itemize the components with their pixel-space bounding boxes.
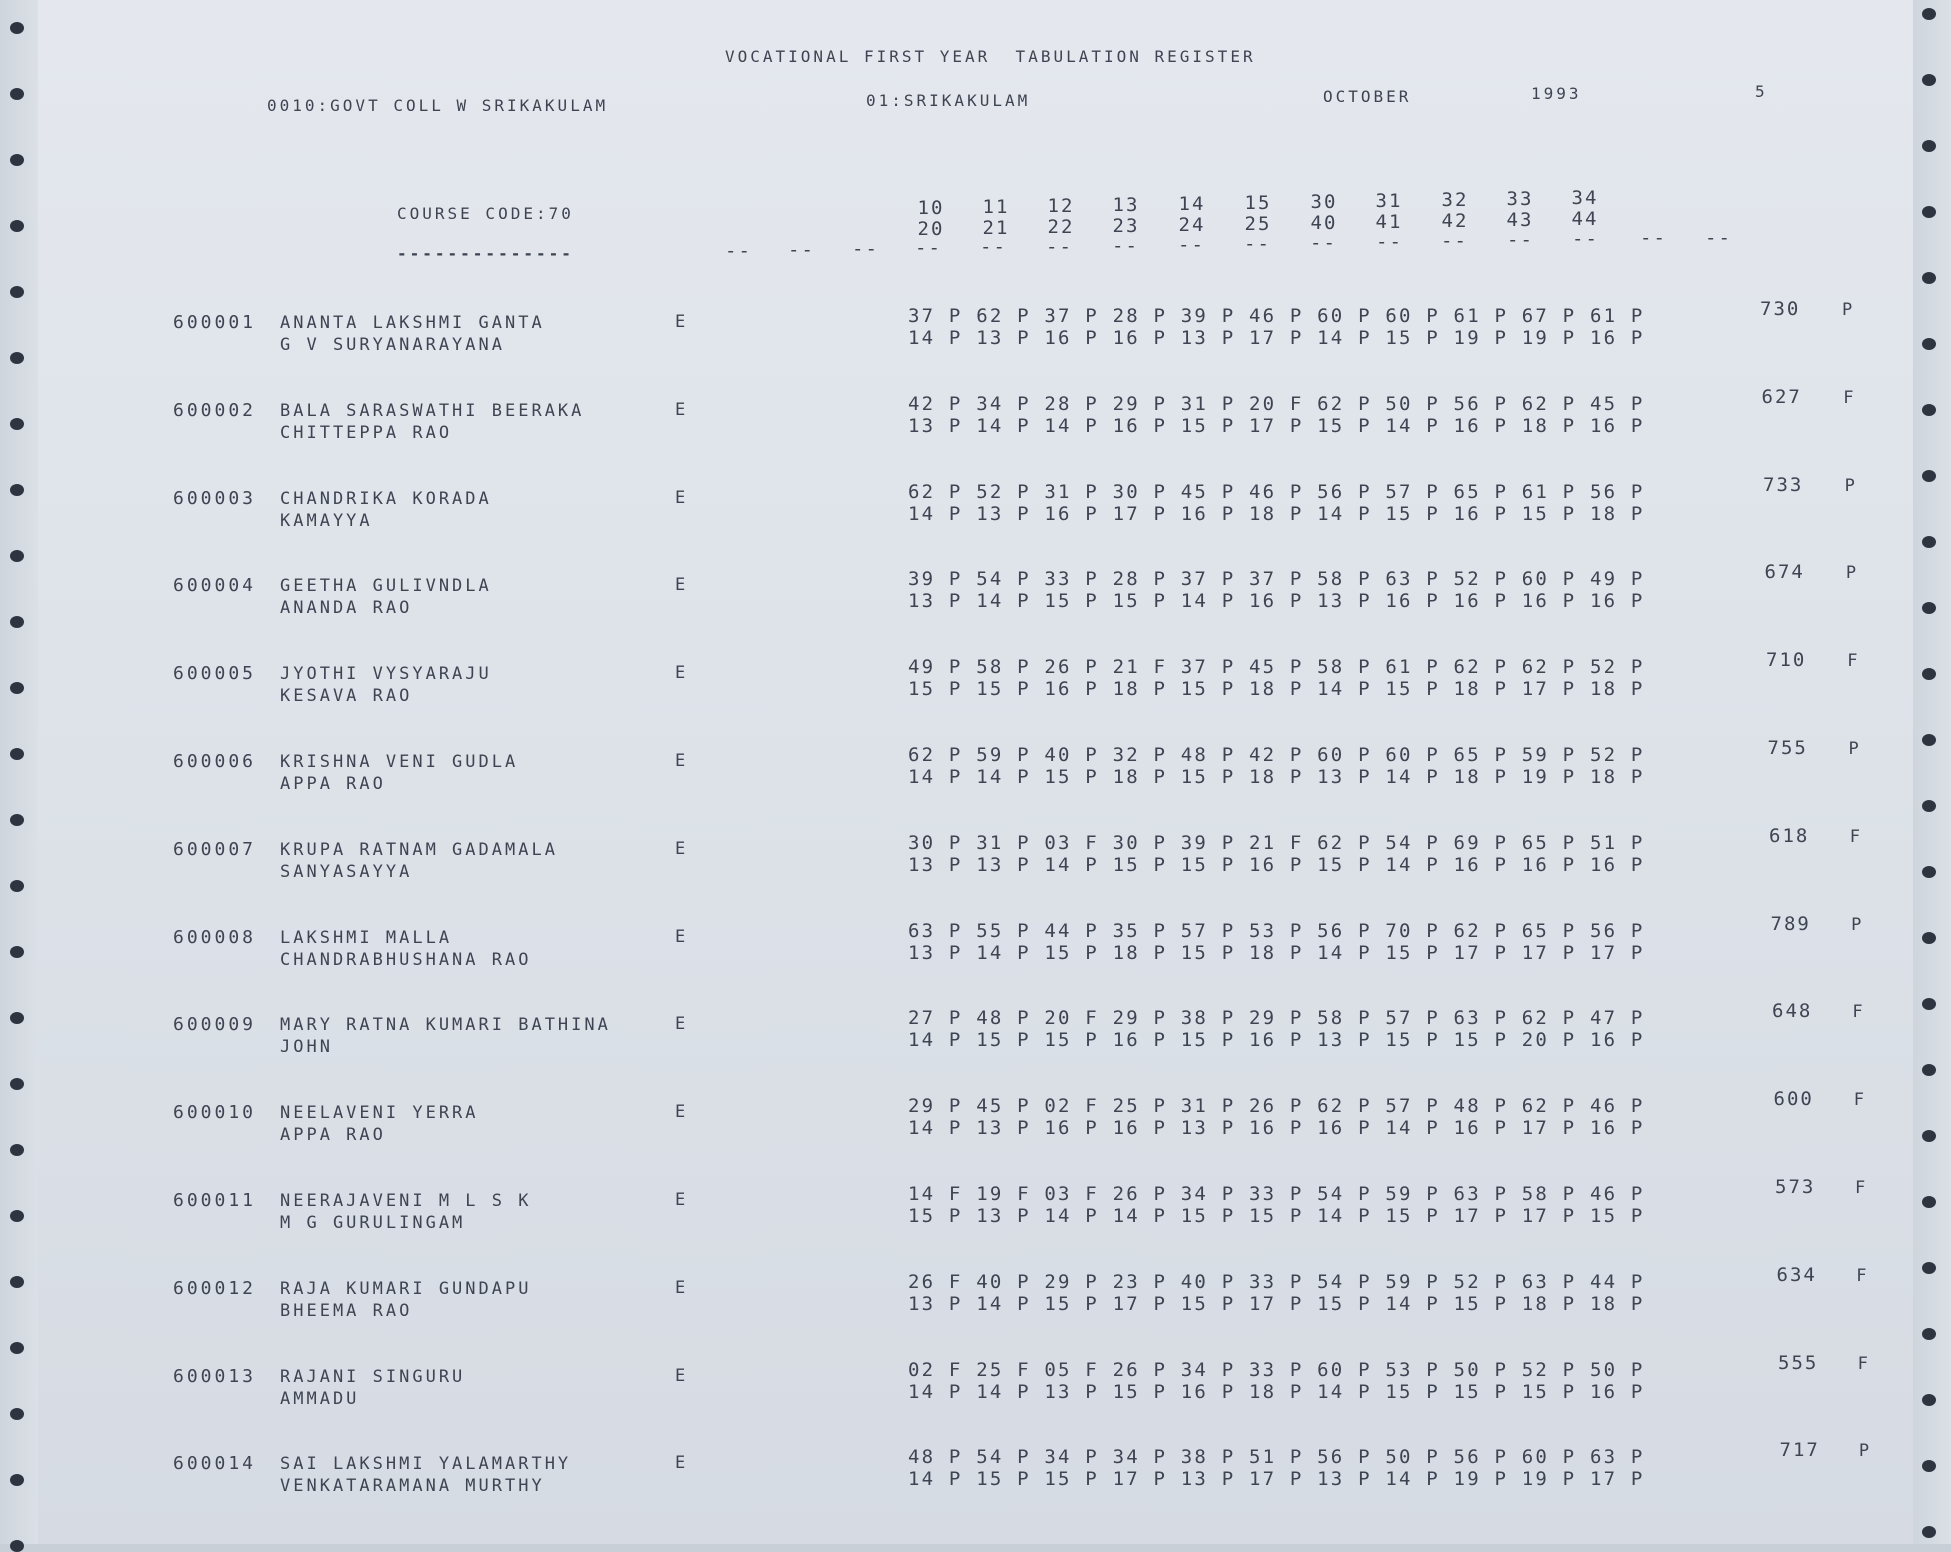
hall-ticket-number: 600006 <box>173 751 257 772</box>
guardian-name: KESAVA RAO <box>280 686 413 707</box>
district-name: 01:SRIKAKULAM <box>866 91 1031 110</box>
result-status: P <box>1845 563 1857 584</box>
medium: E <box>675 838 689 859</box>
guardian-name: CHITTEPPA RAO <box>280 422 453 443</box>
feed-hole <box>10 1210 24 1222</box>
subject-code-bottom: 25 <box>1244 213 1272 235</box>
hall-ticket-number: 600007 <box>173 838 257 860</box>
marks-part2: 15 P 13 P 14 P 14 P 15 P 15 P 14 P 15 P 17 P 17 P 15 P <box>908 1205 1645 1227</box>
guardian-name: SANYASAYYA <box>280 861 413 882</box>
subject-code-column <box>1302 192 1346 234</box>
medium: E <box>675 1102 689 1123</box>
marks-part2: 14 P 13 P 16 P 16 P 13 P 16 P 16 P 14 P 16 P 17 P 16 P <box>908 1117 1645 1140</box>
student-name: CHANDRIKA KORADA <box>280 488 492 509</box>
student-name: JYOTHI VYSYARAJU <box>280 664 492 685</box>
feed-hole <box>10 1408 24 1420</box>
marks-part1: 29 P 45 P 02 F 25 P 31 P 26 P 62 P 57 P 48 P 62 P 46 P <box>908 1095 1645 1118</box>
feed-hole <box>10 550 24 562</box>
grand-total: 648 <box>1772 1000 1813 1023</box>
student-name: MARY RATNA KUMARI BATHINA <box>280 1015 611 1036</box>
subject-code-top: 30 <box>1310 191 1338 213</box>
subject-code-column <box>1563 188 1607 230</box>
subject-code-bottom: 40 <box>1310 212 1338 234</box>
marks-part2: 13 P 14 P 14 P 16 P 15 P 17 P 15 P 14 P 16 P 18 P 16 P <box>908 414 1645 437</box>
course-code: COURSE CODE:70 <box>397 204 574 223</box>
subject-code-bottom: 23 <box>1112 215 1140 237</box>
hall-ticket-number: 600012 <box>173 1277 257 1299</box>
grand-total: 717 <box>1779 1439 1820 1462</box>
student-name: NEERAJAVENI M L S K <box>280 1191 532 1211</box>
result-status: P <box>1851 914 1862 935</box>
feed-hole <box>10 352 24 364</box>
marks-part2: 14 P 15 P 15 P 17 P 13 P 17 P 13 P 14 P 19 P 19 P 17 P <box>908 1468 1645 1491</box>
subject-code-top: 14 <box>1178 193 1206 215</box>
feed-hole <box>1922 1328 1936 1340</box>
medium: E <box>675 312 689 332</box>
result-status: F <box>1853 1090 1864 1111</box>
marks-part1: 62 P 59 P 40 P 32 P 48 P 42 P 60 P 60 P 65 P 59 P 52 P <box>908 744 1645 766</box>
marks-part1: 39 P 54 P 33 P 28 P 37 P 37 P 58 P 63 P 52 P 60 P 49 P <box>908 568 1645 591</box>
student-name: NEELAVENI YERRA <box>280 1103 479 1124</box>
hall-ticket-number: 600014 <box>173 1453 257 1475</box>
marks-part1: 37 P 62 P 37 P 28 P 39 P 46 P 60 P 60 P 61 P 67 P 61 P <box>908 305 1645 327</box>
marks-part1: 26 F 40 P 29 P 23 P 40 P 33 P 54 P 59 P 52 P 63 P 44 P <box>908 1270 1645 1293</box>
guardian-name: M G GURULINGAM <box>280 1213 466 1233</box>
result-status: F <box>1843 387 1854 408</box>
subject-code-top: 34 <box>1571 187 1599 209</box>
marks-part2: 15 P 15 P 16 P 18 P 15 P 18 P 14 P 15 P 18 P 17 P 18 P <box>908 678 1645 701</box>
medium: E <box>675 1190 689 1210</box>
column-separator-dash: -- <box>1244 232 1271 255</box>
grand-total: 730 <box>1760 298 1801 320</box>
subject-code-column <box>1433 190 1477 232</box>
medium: E <box>675 663 689 684</box>
exam-year: 1993 <box>1531 84 1582 103</box>
column-separator-dash: -- <box>1705 226 1732 249</box>
feed-hole <box>1922 602 1936 614</box>
hall-ticket-number: 600008 <box>173 926 257 948</box>
register-title: VOCATIONAL FIRST YEAR TABULATION REGISTER <box>725 47 1256 66</box>
feed-hole <box>10 1144 24 1156</box>
student-name: ANANTA LAKSHMI GANTA <box>280 313 545 333</box>
guardian-name: APPA RAO <box>280 1125 386 1146</box>
hall-ticket-number: 600013 <box>173 1365 257 1387</box>
marks-part2: 13 P 14 P 15 P 18 P 15 P 18 P 14 P 15 P 17 P 17 P 17 P <box>908 941 1645 964</box>
feed-hole <box>1922 1262 1936 1274</box>
column-separator-dash: -- <box>725 240 752 262</box>
course-code-underline: -------------- <box>397 244 574 263</box>
medium: E <box>675 487 689 508</box>
feed-hole <box>1922 272 1936 284</box>
guardian-name: AMMADU <box>280 1388 360 1409</box>
medium: E <box>675 926 689 947</box>
grand-total: 573 <box>1775 1176 1816 1198</box>
grand-total: 733 <box>1763 473 1804 496</box>
result-status: P <box>1842 300 1853 320</box>
marks-part2: 14 P 15 P 15 P 16 P 15 P 16 P 13 P 15 P 15 P 20 P 16 P <box>908 1029 1645 1052</box>
grand-total: 627 <box>1761 385 1802 408</box>
medium: E <box>675 1453 689 1474</box>
grand-total: 618 <box>1769 824 1810 847</box>
subject-code-column <box>1170 194 1214 236</box>
exam-month: OCTOBER <box>1323 87 1412 106</box>
page-number: 5 <box>1755 82 1768 101</box>
column-separator-dash: -- <box>980 236 1007 259</box>
result-status: F <box>1856 1265 1867 1286</box>
column-separator-dash: -- <box>788 239 815 262</box>
feed-hole <box>10 748 24 760</box>
column-separator-dash: -- <box>1046 235 1073 258</box>
feed-hole <box>1922 1130 1936 1142</box>
subject-code-top: 32 <box>1441 189 1469 211</box>
subject-code-bottom: 20 <box>917 218 945 240</box>
subject-code-bottom: 22 <box>1047 216 1075 238</box>
column-separator-dash: -- <box>1640 227 1667 250</box>
college-name: 0010:GOVT COLL W SRIKAKULAM <box>267 96 609 115</box>
subject-code-top: 12 <box>1047 195 1075 217</box>
medium: E <box>675 575 689 596</box>
subject-code-column <box>1104 195 1148 237</box>
medium: E <box>675 1014 689 1035</box>
marks-part2: 13 P 14 P 15 P 17 P 15 P 17 P 15 P 14 P 15 P 18 P 18 P <box>908 1292 1645 1315</box>
student-name: RAJANI SINGURU <box>280 1366 466 1387</box>
subject-code-bottom: 21 <box>982 217 1010 239</box>
subject-code-column <box>1039 196 1083 238</box>
feed-hole <box>1922 536 1936 548</box>
student-name: SAI LAKSHMI YALAMARTHY <box>280 1454 572 1475</box>
marks-part1: 48 P 54 P 34 P 34 P 38 P 51 P 56 P 50 P 56 P 60 P 63 P <box>908 1446 1645 1469</box>
feed-hole <box>1922 206 1936 218</box>
feed-hole <box>1922 8 1936 20</box>
guardian-name: ANANDA RAO <box>280 598 413 619</box>
medium: E <box>675 751 689 771</box>
feed-hole <box>10 88 24 100</box>
subject-code-bottom: 44 <box>1571 208 1599 230</box>
marks-part2: 14 P 14 P 15 P 18 P 15 P 18 P 13 P 14 P 18 P 19 P 18 P <box>908 766 1645 788</box>
column-separator-dash: -- <box>1112 234 1139 257</box>
grand-total: 789 <box>1770 912 1811 935</box>
feed-hole <box>1922 866 1936 878</box>
subject-code-top: 33 <box>1506 188 1534 210</box>
guardian-name: VENKATARAMANA MURTHY <box>280 1476 545 1497</box>
hall-ticket-number: 600010 <box>173 1102 257 1124</box>
marks-part2: 13 P 13 P 14 P 15 P 15 P 16 P 15 P 14 P 16 P 16 P 16 P <box>908 853 1645 876</box>
result-status: F <box>1847 651 1858 672</box>
feed-hole <box>1922 1526 1936 1538</box>
guardian-name: JOHN <box>280 1037 333 1058</box>
subject-code-column <box>1367 191 1411 233</box>
student-name: GEETHA GULIVNDLA <box>280 576 492 597</box>
feed-hole <box>1922 74 1936 86</box>
medium: E <box>675 1365 689 1386</box>
marks-part1: 30 P 31 P 03 F 30 P 39 P 21 F 62 P 54 P 69 P 65 P 51 P <box>908 831 1645 854</box>
subject-code-column <box>1236 193 1280 235</box>
marks-part1: 62 P 52 P 31 P 30 P 45 P 46 P 56 P 57 P 65 P 61 P 56 P <box>908 480 1645 503</box>
column-separator-dash: -- <box>1441 230 1468 253</box>
column-separator-dash: -- <box>852 238 879 261</box>
grand-total: 600 <box>1773 1088 1814 1111</box>
column-separator-dash: -- <box>915 237 942 260</box>
marks-part1: 27 P 48 P 20 F 29 P 38 P 29 P 58 P 57 P 63 P 62 P 47 P <box>908 1007 1645 1030</box>
feed-hole <box>1922 734 1936 746</box>
feed-hole <box>10 286 24 298</box>
feed-hole <box>10 1342 24 1354</box>
marks-part1: 14 F 19 F 03 F 26 P 34 P 33 P 54 P 59 P 63 P 58 P 46 P <box>908 1183 1645 1205</box>
feed-hole <box>1922 338 1936 350</box>
hall-ticket-number: 600003 <box>173 487 257 509</box>
guardian-name: KAMAYYA <box>280 510 373 531</box>
feed-hole <box>10 616 24 628</box>
feed-hole <box>10 1474 24 1486</box>
feed-hole <box>10 814 24 826</box>
result-status: F <box>1855 1178 1866 1198</box>
feed-hole <box>10 946 24 958</box>
feed-hole <box>1922 668 1936 680</box>
subject-code-column <box>974 197 1018 239</box>
feed-hole <box>1922 932 1936 944</box>
feed-hole <box>1922 470 1936 482</box>
student-name: RAJA KUMARI GUNDAPU <box>280 1278 532 1299</box>
feed-hole <box>10 682 24 694</box>
subject-code-column <box>1498 189 1542 231</box>
marks-part2: 14 P 13 P 16 P 17 P 16 P 18 P 14 P 15 P 16 P 15 P 18 P <box>908 502 1645 525</box>
result-status: P <box>1848 739 1859 759</box>
grand-total: 710 <box>1766 649 1807 672</box>
result-status: F <box>1852 1002 1863 1023</box>
guardian-name: G V SURYANARAYANA <box>280 335 505 355</box>
guardian-name: CHANDRABHUSHANA RAO <box>280 949 532 970</box>
feed-hole <box>10 1012 24 1024</box>
hall-ticket-number: 600005 <box>173 663 257 685</box>
feed-hole <box>1922 1064 1936 1076</box>
feed-hole <box>1922 140 1936 152</box>
right-feed-strip <box>1913 0 1951 1544</box>
student-name: LAKSHMI MALLA <box>280 927 453 948</box>
result-status: P <box>1844 475 1855 496</box>
hall-ticket-number: 600011 <box>173 1190 257 1211</box>
marks-part2: 13 P 14 P 15 P 15 P 14 P 16 P 13 P 16 P 16 P 16 P 16 P <box>908 590 1645 613</box>
student-name: BALA SARASWATHI BEERAKA <box>280 400 585 421</box>
feed-hole <box>10 418 24 430</box>
column-separator-dash: -- <box>1178 233 1205 256</box>
column-separator-dash: -- <box>1310 231 1337 254</box>
subject-code-bottom: 41 <box>1375 211 1403 233</box>
marks-part2: 14 P 13 P 16 P 16 P 13 P 17 P 14 P 15 P 19 P 19 P 16 P <box>908 327 1645 349</box>
feed-hole <box>1922 1394 1936 1406</box>
feed-hole <box>1922 1460 1936 1472</box>
hall-ticket-number: 600009 <box>173 1014 257 1036</box>
feed-hole <box>10 154 24 166</box>
guardian-name: BHEEMA RAO <box>280 1300 413 1321</box>
result-status: P <box>1858 1441 1870 1462</box>
marks-part1: 02 F 25 F 05 F 26 P 34 P 33 P 60 P 53 P 50 P 52 P 50 P <box>908 1358 1645 1381</box>
hall-ticket-number: 600002 <box>173 399 257 421</box>
feed-hole <box>1922 998 1936 1010</box>
student-name: KRUPA RATNAM GADAMALA <box>280 839 558 860</box>
grand-total: 555 <box>1778 1351 1819 1374</box>
feed-hole <box>10 484 24 496</box>
subject-code-top: 13 <box>1112 194 1140 216</box>
subject-code-bottom: 24 <box>1178 214 1206 236</box>
feed-hole <box>10 22 24 34</box>
result-status: F <box>1857 1353 1868 1374</box>
subject-code-top: 10 <box>917 197 945 219</box>
subject-code-top: 31 <box>1375 190 1403 212</box>
feed-hole <box>10 1078 24 1090</box>
medium: E <box>675 1277 689 1298</box>
grand-total: 634 <box>1776 1263 1817 1286</box>
student-name: KRISHNA VENI GUDLA <box>280 752 519 772</box>
marks-part1: 42 P 34 P 28 P 29 P 31 P 20 F 62 P 50 P 56 P 62 P 45 P <box>908 392 1645 415</box>
grand-total: 674 <box>1764 561 1805 584</box>
subject-code-bottom: 43 <box>1506 209 1534 231</box>
medium: E <box>675 399 689 420</box>
hall-ticket-number: 600004 <box>173 575 257 597</box>
subject-code-top: 11 <box>982 196 1010 218</box>
result-status: F <box>1849 826 1861 847</box>
feed-hole <box>1922 404 1936 416</box>
feed-hole <box>10 1540 24 1552</box>
subject-code-bottom: 42 <box>1441 210 1469 232</box>
subject-code-top: 15 <box>1244 192 1272 214</box>
column-separator-dash: -- <box>1376 231 1403 253</box>
marks-part1: 63 P 55 P 44 P 35 P 57 P 53 P 56 P 70 P 62 P 65 P 56 P <box>908 919 1645 942</box>
marks-part1: 49 P 58 P 26 P 21 F 37 P 45 P 58 P 61 P 62 P 62 P 52 P <box>908 656 1645 679</box>
marks-part2: 14 P 14 P 13 P 15 P 16 P 18 P 14 P 15 P 15 P 15 P 16 P <box>908 1380 1645 1403</box>
subject-code-column <box>909 198 953 240</box>
grand-total: 755 <box>1767 737 1808 759</box>
feed-hole <box>1922 800 1936 812</box>
feed-hole <box>1922 1196 1936 1208</box>
feed-hole <box>10 1276 24 1288</box>
column-separator-dash: -- <box>1572 228 1599 251</box>
column-separator-dash: -- <box>1507 229 1534 252</box>
guardian-name: APPA RAO <box>280 774 386 794</box>
feed-hole <box>10 220 24 232</box>
hall-ticket-number: 600001 <box>173 312 257 333</box>
feed-hole <box>10 880 24 892</box>
